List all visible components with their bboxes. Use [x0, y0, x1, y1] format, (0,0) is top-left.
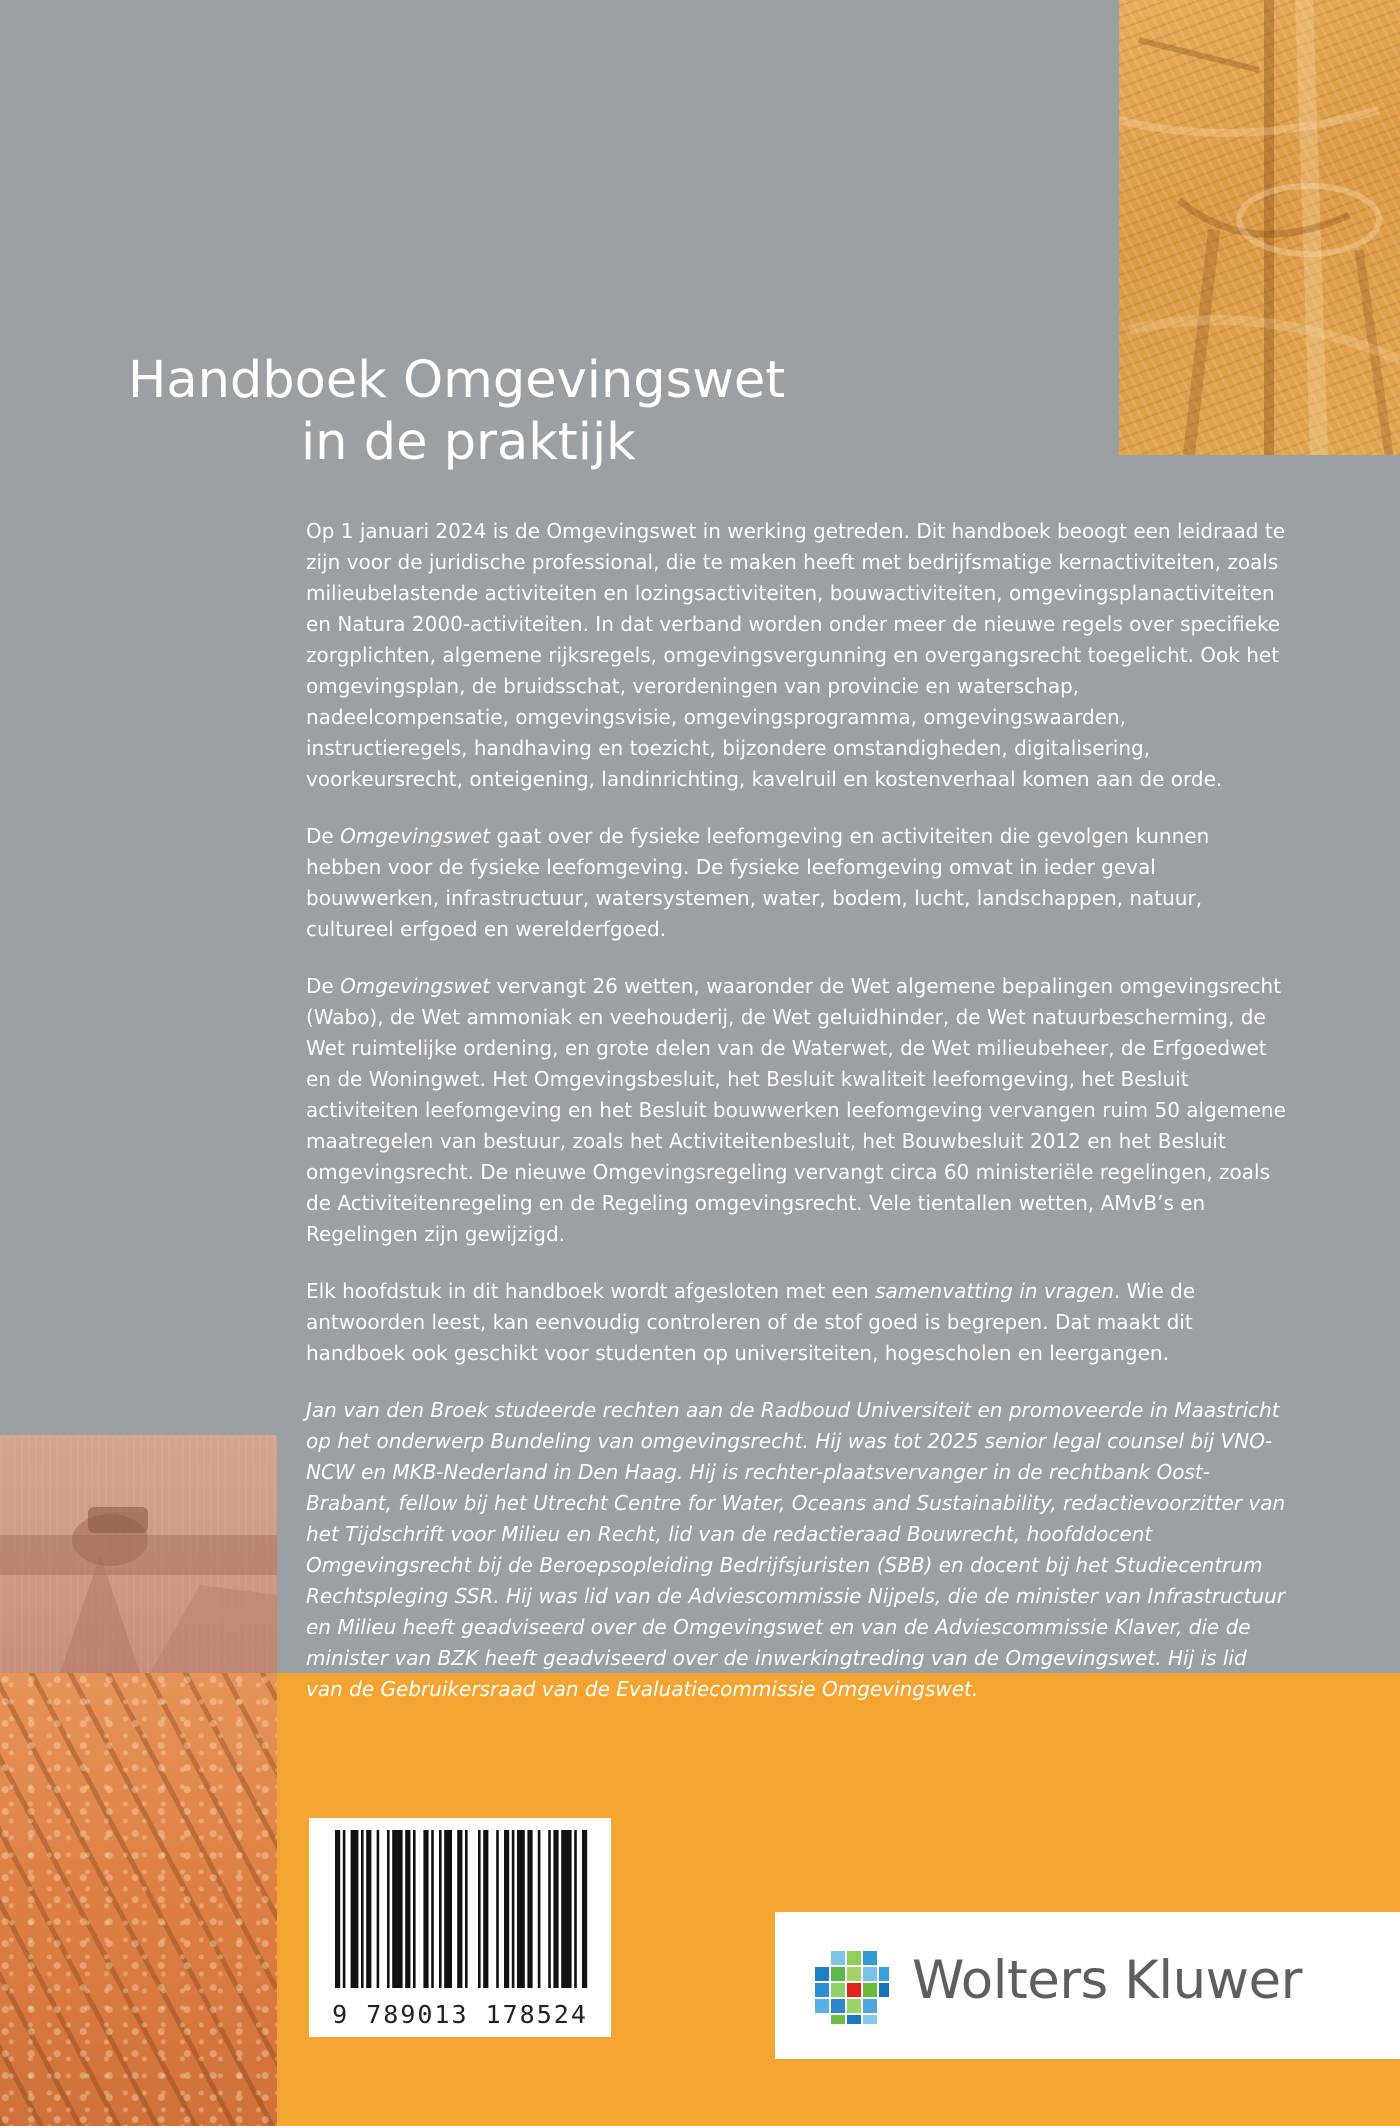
barcode-bar — [465, 1830, 468, 1988]
blurb-p2-lead: De — [306, 824, 341, 848]
surveyor-engraving-image — [0, 1435, 277, 1673]
barcode-bar — [517, 1830, 525, 1988]
isbn-digits: 9 789013 178524 — [332, 2000, 588, 2029]
barcode-bar — [351, 1830, 359, 1988]
blurb-paragraph-1: Op 1 januari 2024 is de Omgevingswet in werking getreden. Dit handboek beoogt een leidraad te zijn voor de juridische professional, die te maken heeft met bedrijfsmatige kernactiviteiten, zoals milieubelastende activiteiten en lozingsactiviteiten, bouwactiviteiten, omgevingsplanactiviteiten en Natura 2000-activiteiten. In dat verband worden onder meer de nieuwe regels over specifieke zorgplichten, algemene rijksregels, omgevingsvergunning en overgangsrecht toegelicht. Ook het omgevingsplan, de bruidsschat, verordeningen van provincie en waterschap, nadeelcompensatie, omgevingsvisie, omgevingsprogramma, omgevingswaarden, instructieregels, handhaving en toezicht, bijzondere omstandigheden, digitalisering, voorkeursrecht, onteigening, landinrichting, kavelruil en kostenverhaal komen aan de orde. — [306, 519, 1286, 791]
barcode-bar — [423, 1830, 428, 1988]
barcode-bar — [377, 1830, 380, 1988]
barcode-bars — [309, 1818, 611, 1998]
barcode-bar — [366, 1830, 371, 1988]
barcode-bar — [335, 1830, 340, 1988]
barcode-bar — [538, 1830, 541, 1988]
barcode-bar — [527, 1830, 532, 1988]
blurb-p4-rest: . Wie de antwoorden leest, kan eenvoudig controleren of de stof goed is begrepen. Dat maakt dit handboek ook geschikt voor studenten op universiteiten, hogescholen en leergangen. — [306, 1279, 1196, 1365]
blurb-p3-law-name: Omgevingswet — [340, 974, 490, 998]
author-bio: Jan van den Broek studeerde rechten aan de Radboud Universiteit en promoveerde in Maastricht op het onderwerp Bundeling van omgevingsrecht. Hij was tot 2025 senior legal counsel bij VNO-NCW en MKB-Nederland in Den Haag. Hij is rechter-plaatsvervanger in de rechtbank Oost-Brabant, fellow bij het Utrecht Centre for Water, Oceans and Sustainability, redactievoorzitter van het Tijdschrift voor Milieu en Recht, lid van de redactieraad Bouwrecht, hoofddocent Omgevingsrecht bij de Beroepsopleiding Bedrijfsjuristen (SBB) en docent bij het Studiecentrum Rechtspleging SSR. Hij was lid van de Adviescommissie Nijpels, die de minister van Infrastructuur en Milieu heeft geadviseerd over de Omgevingswet en van de Adviescommissie Klaver, die de minister van BZK heeft geadviseerd over de inwerkingtreding van de Omgevingswet. Hij is lid van de Gebruikersraad van de Evaluatiecommissie Omgevingswet. — [306, 1398, 1286, 1701]
barcode-bar — [361, 1830, 364, 1988]
book-title-line-1: Handboek Omgevingswet — [128, 351, 786, 410]
wolters-kluwer-mosaic-icon — [809, 1949, 895, 2025]
publisher-name: Wolters Kluwer — [912, 1950, 1302, 2011]
barcode-bar — [553, 1830, 558, 1988]
blurb-p4-emphasis: samenvatting in vragen — [875, 1279, 1114, 1303]
blurb-p3-lead: De — [306, 974, 341, 998]
barcode-bar — [512, 1830, 515, 1988]
barcode-bar — [548, 1830, 551, 1988]
barcode-bar — [483, 1830, 488, 1988]
book-title-line-2: in de praktijk — [301, 413, 636, 472]
barcode-bar — [405, 1830, 410, 1988]
blurb-p3-rest: vervangt 26 wetten, waaronder de Wet algemene bepalingen omgevingsrecht (Wabo), de Wet ammoniak en veehouderij, de Wet geluidhinder, de Wet natuurbescherming, de Wet ruimtelijke ordening, en grote delen van de Waterwet, de Wet milieubeheer, de Erfgoedwet en de Woningwet. Het Omgevingsbesluit, het Besluit kwaliteit leefomgeving, het Besluit activiteiten leefomgeving en het Besluit bouwwerken leefomgeving vervangen ruim 50 algemene maatregelen van bestuur, zoals het Activiteitenbesluit, het Bouwbesluit 2012 en het Besluit omgevingsrecht. De nieuwe Omgevingsregeling vervangt circa 60 ministeriële regelingen, zoals de Activiteitenregeling en de Regeling omgevingsrecht. Vele tientallen wetten, AMvB’s en Regelingen zijn gewijzigd. — [306, 974, 1286, 1246]
barcode-bar — [457, 1830, 462, 1988]
barcode-bar — [387, 1830, 390, 1988]
barcode-bar — [392, 1830, 402, 1988]
blurb-paragraph-4 — [306, 1276, 1286, 1369]
blurb-p4-lead: Elk hoofdstuk in dit handboek wordt afgesloten met een — [306, 1279, 876, 1303]
barcode-bar — [413, 1830, 416, 1988]
book-title — [0, 350, 1400, 474]
barcode-bar — [444, 1830, 452, 1988]
blurb-paragraph-3 — [306, 971, 1286, 1250]
barcode-bar — [561, 1830, 571, 1988]
publisher-logo — [775, 1912, 1400, 2059]
isbn-barcode — [309, 1818, 611, 2037]
barcode-bar — [504, 1830, 509, 1988]
blurb-text — [306, 516, 1286, 1731]
blurb-p2-rest: gaat over de fysieke leefomgeving en activiteiten die gevolgen kunnen hebben voor de fysieke leefomgeving. De fysieke leefomgeving omvat in ieder geval bouwwerken, infrastructuur, watersystemen, water, bodem, lucht, landschappen, natuur, cultureel erfgoed en werelderfgoed. — [306, 824, 1210, 941]
barcode-bar — [343, 1830, 346, 1988]
blurb-paragraph-2 — [306, 821, 1286, 945]
barcode-bar — [439, 1830, 442, 1988]
barcode-bar — [478, 1830, 481, 1988]
flower-field-engraving-image — [0, 1673, 277, 2126]
barcode-bar — [574, 1830, 577, 1988]
barcode-bar — [431, 1830, 434, 1988]
blurb-p2-law-name: Omgevingswet — [340, 824, 490, 848]
surveyor-silhouette — [0, 1435, 277, 1673]
barcode-bar — [582, 1830, 587, 1988]
barcode-bar — [496, 1830, 499, 1988]
